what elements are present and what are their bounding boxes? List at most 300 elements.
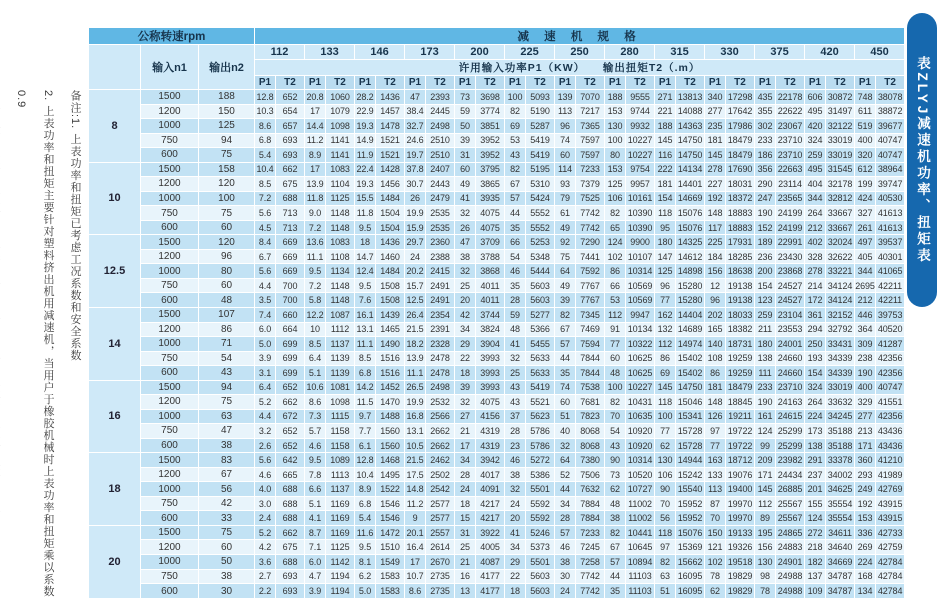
t2-value-cell: 14612 xyxy=(676,249,705,264)
p1-value-cell: 356 xyxy=(755,162,776,177)
t2-value-cell: 2388 xyxy=(426,249,455,264)
p1-value-cell: 108 xyxy=(705,351,726,366)
p1-value-cell: 6.4 xyxy=(305,351,326,366)
t2-value-cell: 1484 xyxy=(376,191,405,206)
p1-value-cell: 77 xyxy=(655,293,676,308)
t2-value-cell: 24199 xyxy=(776,220,805,235)
t2-value-cell: 1583 xyxy=(376,584,405,599)
p1-value-cell: 152 xyxy=(755,220,776,235)
p1-value-cell: 106 xyxy=(605,191,626,206)
t2-value-cell: 1125 xyxy=(326,540,355,555)
p1-value-cell: 38 xyxy=(505,467,526,482)
p1-value-cell: 32 xyxy=(505,351,526,366)
t2-value-cell: 4017 xyxy=(476,467,505,482)
t2-value-cell: 1428 xyxy=(376,162,405,177)
t2-value-cell: 3774 xyxy=(476,104,505,119)
t2-value-cell: 25299 xyxy=(776,424,805,439)
t2-value-cell: 32024 xyxy=(826,235,855,250)
t2-value-cell: 7597 xyxy=(576,148,605,163)
table-row xyxy=(89,351,905,366)
input-speed-cell: 750 xyxy=(141,496,199,511)
p1-value-cell: 8.5 xyxy=(255,177,276,192)
t2-value-cell: 3868 xyxy=(476,264,505,279)
t2-value-cell: 1516 xyxy=(376,351,405,366)
table-row xyxy=(89,307,905,322)
t2-value-cell: 7844 xyxy=(576,366,605,381)
table-row xyxy=(89,395,905,410)
t2-value-cell: 15728 xyxy=(676,424,705,439)
p1-header: P1 xyxy=(305,76,326,90)
p1-value-cell: 3.5 xyxy=(255,293,276,308)
output-speed-cell: 107 xyxy=(199,307,255,322)
ratio-cell: 18 xyxy=(89,453,141,526)
p1-value-cell: 291 xyxy=(805,453,826,468)
t2-value-cell: 1456 xyxy=(376,177,405,192)
p1-value-cell: 161 xyxy=(755,409,776,424)
t2-value-cell: 1490 xyxy=(376,337,405,352)
p1-value-cell: 7.1 xyxy=(305,540,326,555)
t2-value-cell: 18033 xyxy=(726,307,755,322)
table-row xyxy=(89,555,905,570)
t2-value-cell: 7258 xyxy=(576,555,605,570)
p1-value-cell: 361 xyxy=(805,307,826,322)
input-speed-cell: 600 xyxy=(141,220,199,235)
t2-value-cell: 15046 xyxy=(676,395,705,410)
t2-value-cell: 19829 xyxy=(726,569,755,584)
t2-value-cell: 33667 xyxy=(826,220,855,235)
t2-value-cell: 5633 xyxy=(526,351,555,366)
p1-value-cell: 213 xyxy=(855,424,876,439)
p1-value-cell: 364 xyxy=(855,322,876,337)
t2-value-cell: 15076 xyxy=(676,525,705,540)
t2-value-cell: 2614 xyxy=(426,540,455,555)
p1-value-cell: 5.6 xyxy=(255,264,276,279)
t2-value-cell: 3993 xyxy=(476,351,505,366)
t2-value-cell: 1521 xyxy=(376,148,405,163)
p1-value-cell: 78 xyxy=(705,569,726,584)
p1-value-cell: 34 xyxy=(555,496,576,511)
p1-value-cell: 35 xyxy=(505,278,526,293)
p1-value-cell: 495 xyxy=(805,162,826,177)
t2-value-cell: 5623 xyxy=(526,409,555,424)
p1-value-cell: 18 xyxy=(505,584,526,599)
p1-value-cell: 12.5 xyxy=(405,293,426,308)
t2-value-cell: 42211 xyxy=(876,293,905,308)
t2-value-cell: 33019 xyxy=(826,148,855,163)
size-header-375: 375 xyxy=(755,45,805,60)
t2-value-cell: 4075 xyxy=(476,220,505,235)
t2-value-cell: 7233 xyxy=(576,525,605,540)
p1-value-cell: 329 xyxy=(855,395,876,410)
t2-value-cell: 33632 xyxy=(826,395,855,410)
p1-value-cell: 400 xyxy=(855,133,876,148)
p1-value-cell: 5.4 xyxy=(355,511,376,526)
p1-value-cell: 20 xyxy=(505,511,526,526)
p1-value-cell: 34 xyxy=(505,540,526,555)
t2-value-cell: 19722 xyxy=(726,438,755,453)
table-row xyxy=(89,133,905,148)
t2-value-cell: 1457 xyxy=(376,104,405,119)
ratio-cell: 10 xyxy=(89,162,141,235)
p1-value-cell: 64 xyxy=(555,453,576,468)
t2-value-cell: 33019 xyxy=(826,380,855,395)
t2-value-cell: 7233 xyxy=(576,162,605,177)
t2-value-cell: 1083 xyxy=(326,235,355,250)
size-header-200: 200 xyxy=(455,45,505,60)
p1-value-cell: 17.5 xyxy=(405,467,426,482)
p1-header: P1 xyxy=(455,76,476,90)
t2-value-cell: 7632 xyxy=(576,482,605,497)
p1-value-cell: 259 xyxy=(805,148,826,163)
p1-value-cell: 519 xyxy=(855,119,876,134)
p1-value-cell: 31 xyxy=(455,525,476,540)
p1-value-cell: 150 xyxy=(705,525,726,540)
t2-value-cell: 1137 xyxy=(326,482,355,497)
p1-value-cell: 278 xyxy=(805,264,826,279)
p1-value-cell: 16.4 xyxy=(405,540,426,555)
t2-value-cell: 1436 xyxy=(376,90,405,105)
p1-value-cell: 130 xyxy=(605,119,626,134)
p1-value-cell: 43 xyxy=(505,148,526,163)
t2-value-cell: 24660 xyxy=(776,351,805,366)
p1-value-cell: 405 xyxy=(855,249,876,264)
t2-value-cell: 40530 xyxy=(876,191,905,206)
p1-value-cell: 34 xyxy=(455,453,476,468)
output-speed-cell: 42 xyxy=(199,496,255,511)
t2-value-cell: 33221 xyxy=(826,264,855,279)
t2-value-cell: 7884 xyxy=(576,511,605,526)
t2-value-cell: 34339 xyxy=(826,351,855,366)
t2-value-cell: 14750 xyxy=(676,380,705,395)
size-header-173: 173 xyxy=(405,45,455,60)
t2-value-cell: 33378 xyxy=(826,453,855,468)
input-speed-cell: 600 xyxy=(141,293,199,308)
p1-value-cell: 43 xyxy=(605,438,626,453)
input-speed-cell: 1500 xyxy=(141,307,199,322)
p1-value-cell: 9.5 xyxy=(355,540,376,555)
t2-value-cell: 688 xyxy=(276,191,305,206)
p1-value-cell: 60 xyxy=(605,351,626,366)
p1-value-cell: 112 xyxy=(605,307,626,322)
t2-value-cell: 34669 xyxy=(826,555,855,570)
table-row xyxy=(89,90,905,105)
t2-value-cell: 19076 xyxy=(726,467,755,482)
note-item-2: 2. 上表功率和扭矩主要针对塑料挤出机用减速机，当用户于橡胶机械时上表功率和扭矩乘以系数0.9 xyxy=(15,90,54,598)
t2-value-cell: 688 xyxy=(276,482,305,497)
t2-value-cell: 3865 xyxy=(476,177,505,192)
p1-value-cell: 87 xyxy=(705,496,726,511)
p1-value-cell: 188 xyxy=(605,90,626,105)
t2-value-cell: 700 xyxy=(276,278,305,293)
p1-value-cell: 28 xyxy=(505,293,526,308)
t2-value-cell: 43915 xyxy=(876,511,905,526)
output-speed-cell: 67 xyxy=(199,467,255,482)
p1-value-cell: 8.1 xyxy=(355,555,376,570)
p1-value-cell: 8.5 xyxy=(355,351,376,366)
p1-value-cell: 44 xyxy=(605,569,626,584)
p1-value-cell: 218 xyxy=(805,540,826,555)
t2-value-cell: 1194 xyxy=(326,569,355,584)
t2-value-cell: 7742 xyxy=(576,584,605,599)
p1-value-cell: 424 xyxy=(855,191,876,206)
t2-value-cell: 4087 xyxy=(476,555,505,570)
p1-value-cell: 99 xyxy=(755,438,776,453)
p1-value-cell: 22.4 xyxy=(355,162,376,177)
p1-value-cell: 8.9 xyxy=(355,482,376,497)
p1-value-cell: 10.4 xyxy=(355,467,376,482)
p1-value-cell: 96 xyxy=(705,293,726,308)
p1-value-cell: 15.7 xyxy=(405,278,426,293)
p1-value-cell: 73 xyxy=(605,467,626,482)
t2-value-cell: 3904 xyxy=(476,337,505,352)
p1-value-cell: 112 xyxy=(755,496,776,511)
t2-value-cell: 4075 xyxy=(476,206,505,221)
t2-value-cell: 15076 xyxy=(676,206,705,221)
p1-value-cell: 9.5 xyxy=(305,453,326,468)
t2-header: T2 xyxy=(326,76,355,90)
p1-value-cell: 180 xyxy=(755,337,776,352)
t2-value-cell: 15540 xyxy=(676,482,705,497)
p1-value-cell: 3.6 xyxy=(255,555,276,570)
p1-value-cell: 278 xyxy=(705,162,726,177)
p1-value-cell: 201 xyxy=(805,482,826,497)
t2-value-cell: 22178 xyxy=(776,90,805,105)
p1-value-cell: 118 xyxy=(655,525,676,540)
t2-value-cell: 24988 xyxy=(776,584,805,599)
p1-value-cell: 14.9 xyxy=(355,133,376,148)
p1-header: P1 xyxy=(355,76,376,90)
t2-value-cell: 688 xyxy=(276,511,305,526)
t2-value-cell: 1560 xyxy=(376,424,405,439)
table-row xyxy=(89,278,905,293)
t2-value-cell: 1436 xyxy=(376,235,405,250)
p1-value-cell: 109 xyxy=(805,584,826,599)
t2-value-cell: 2478 xyxy=(426,366,455,381)
p1-value-cell: 212 xyxy=(855,293,876,308)
table-row xyxy=(89,569,905,584)
t2-value-cell: 1089 xyxy=(326,453,355,468)
p1-value-cell: 209 xyxy=(755,453,776,468)
p1-value-cell: 23 xyxy=(505,438,526,453)
t2-value-cell: 1098 xyxy=(326,395,355,410)
p1-value-cell: 181 xyxy=(705,380,726,395)
t2-value-cell: 42784 xyxy=(876,569,905,584)
p1-value-cell: 25 xyxy=(505,366,526,381)
t2-value-cell: 3709 xyxy=(476,235,505,250)
p1-value-cell: 7.6 xyxy=(355,293,376,308)
p1-value-cell: 20.2 xyxy=(405,264,426,279)
input-speed-cell: 750 xyxy=(141,278,199,293)
output-speed-cell: 125 xyxy=(199,119,255,134)
input-speed-cell: 1000 xyxy=(141,264,199,279)
t2-value-cell: 7767 xyxy=(576,278,605,293)
p1-value-cell: 7.7 xyxy=(355,424,376,439)
p1-value-cell: 236 xyxy=(755,249,776,264)
p1-value-cell: 28.2 xyxy=(355,90,376,105)
p1-value-cell: 145 xyxy=(655,380,676,395)
p1-value-cell: 93 xyxy=(555,177,576,192)
t2-value-cell: 40747 xyxy=(876,148,905,163)
t2-value-cell: 2502 xyxy=(426,467,455,482)
p1-value-cell: 4.6 xyxy=(305,438,326,453)
p1-header: P1 xyxy=(255,76,276,90)
output-speed-cell: 48 xyxy=(199,293,255,308)
t2-value-cell: 9555 xyxy=(626,90,655,105)
t2-value-cell: 18731 xyxy=(726,337,755,352)
p1-value-cell: 5.2 xyxy=(255,395,276,410)
p1-value-cell: 113 xyxy=(555,104,576,119)
t2-value-cell: 7506 xyxy=(576,467,605,482)
t2-value-cell: 1522 xyxy=(376,482,405,497)
input-speed-cell: 1500 xyxy=(141,380,199,395)
output-speed-cell: 60 xyxy=(199,540,255,555)
t2-header: T2 xyxy=(626,76,655,90)
t2-value-cell: 5419 xyxy=(526,133,555,148)
t2-value-cell: 26885 xyxy=(776,482,805,497)
p1-value-cell: 12.8 xyxy=(355,453,376,468)
p1-value-cell: 259 xyxy=(755,307,776,322)
p1-value-cell: 214 xyxy=(805,278,826,293)
t2-value-cell: 9947 xyxy=(626,307,655,322)
p1-value-cell: 446 xyxy=(855,307,876,322)
t2-value-cell: 1508 xyxy=(376,293,405,308)
output-speed-cell: 120 xyxy=(199,177,255,192)
p1-value-cell: 360 xyxy=(855,453,876,468)
p1-value-cell: 32.7 xyxy=(405,119,426,134)
table-row xyxy=(89,148,905,163)
p1-value-cell: 57 xyxy=(555,525,576,540)
size-header-315: 315 xyxy=(655,45,705,60)
t2-value-cell: 1158 xyxy=(326,438,355,453)
t2-value-cell: 42356 xyxy=(876,366,905,381)
input-speed-cell: 600 xyxy=(141,511,199,526)
p1-value-cell: 11.2 xyxy=(405,496,426,511)
table-row xyxy=(89,482,905,497)
t2-value-cell: 7681 xyxy=(576,395,605,410)
p1-value-cell: 6.6 xyxy=(305,482,326,497)
size-header-420: 420 xyxy=(805,45,855,60)
ratio-cell: 16 xyxy=(89,380,141,453)
p1-value-cell: 606 xyxy=(805,90,826,105)
t2-value-cell: 4177 xyxy=(476,584,505,599)
ratio-cell: 20 xyxy=(89,525,141,598)
t2-value-cell: 18479 xyxy=(726,380,755,395)
p1-value-cell: 5.4 xyxy=(255,148,276,163)
p1-value-cell: 420 xyxy=(805,119,826,134)
t2-value-cell: 675 xyxy=(276,177,305,192)
table-row xyxy=(89,409,905,424)
p1-value-cell: 117 xyxy=(705,220,726,235)
p1-value-cell: 21.5 xyxy=(405,322,426,337)
p1-value-cell: 35 xyxy=(555,366,576,381)
size-header-330: 330 xyxy=(705,45,755,60)
p1-value-cell: 154 xyxy=(655,191,676,206)
t2-value-cell: 1148 xyxy=(326,293,355,308)
t2-value-cell: 18883 xyxy=(726,206,755,221)
table-row xyxy=(89,162,905,177)
p1-value-cell: 91 xyxy=(605,322,626,337)
t2-value-cell: 35554 xyxy=(826,496,855,511)
t2-header: T2 xyxy=(426,76,455,90)
t2-value-cell: 3824 xyxy=(476,322,505,337)
p1-header: P1 xyxy=(655,76,676,90)
p1-value-cell: 7.2 xyxy=(255,191,276,206)
output-speed-cell: 38 xyxy=(199,569,255,584)
t2-value-cell: 39753 xyxy=(876,307,905,322)
output-speed-cell: 47 xyxy=(199,424,255,439)
t2-value-cell: 1125 xyxy=(326,191,355,206)
t2-value-cell: 1546 xyxy=(376,511,405,526)
p1-value-cell: 28 xyxy=(555,511,576,526)
p1-value-cell: 156 xyxy=(755,540,776,555)
p1-value-cell: 112 xyxy=(655,337,676,352)
p1-value-cell: 189 xyxy=(755,235,776,250)
t2-header: T2 xyxy=(776,76,805,90)
t2-value-cell: 15280 xyxy=(676,278,705,293)
p1-value-cell: 24.6 xyxy=(405,133,426,148)
t2-value-cell: 32178 xyxy=(826,177,855,192)
p1-value-cell: 8.5 xyxy=(305,337,326,352)
t2-value-cell: 17690 xyxy=(726,162,755,177)
p1-value-cell: 145 xyxy=(755,482,776,497)
t2-value-cell: 2535 xyxy=(426,220,455,235)
page-title: 表ZLYJ减速机功率、扭矩表 xyxy=(915,55,930,265)
t2-value-cell: 672 xyxy=(276,409,305,424)
p1-value-cell: 62 xyxy=(705,584,726,599)
t2-value-cell: 3922 xyxy=(476,525,505,540)
p1-value-cell: 48 xyxy=(505,322,526,337)
t2-value-cell: 1060 xyxy=(326,90,355,105)
t2-value-cell: 1583 xyxy=(376,569,405,584)
t2-value-cell: 5424 xyxy=(526,191,555,206)
t2-value-cell: 1108 xyxy=(326,249,355,264)
p1-value-cell: 20.1 xyxy=(405,525,426,540)
t2-value-cell: 15402 xyxy=(676,351,705,366)
p1-value-cell: 124 xyxy=(605,235,626,250)
p1-value-cell: 21 xyxy=(455,555,476,570)
p1-value-cell: 138 xyxy=(805,438,826,453)
p1-value-cell: 17 xyxy=(455,438,476,453)
table-row xyxy=(89,380,905,395)
t2-value-cell: 5552 xyxy=(526,220,555,235)
p1-value-cell: 5.7 xyxy=(305,424,326,439)
t2-value-cell: 23982 xyxy=(776,453,805,468)
p1-value-cell: 57 xyxy=(505,191,526,206)
t2-value-cell: 2491 xyxy=(426,293,455,308)
t2-value-cell: 1488 xyxy=(376,409,405,424)
p1-value-cell: 96 xyxy=(555,119,576,134)
ratio-cell: 14 xyxy=(89,307,141,380)
t2-value-cell: 14669 xyxy=(676,191,705,206)
t2-value-cell: 40747 xyxy=(876,380,905,395)
p1-value-cell: 38 xyxy=(605,511,626,526)
t2-value-cell: 1478 xyxy=(376,119,405,134)
p1-value-cell: 53 xyxy=(605,293,626,308)
size-header-225: 225 xyxy=(505,45,555,60)
t2-value-cell: 2510 xyxy=(426,148,455,163)
p1-value-cell: 69 xyxy=(505,119,526,134)
p1-value-cell: 7.2 xyxy=(305,278,326,293)
p1-value-cell: 64 xyxy=(555,264,576,279)
p1-value-cell: 39 xyxy=(555,293,576,308)
p1-value-cell: 29 xyxy=(505,555,526,570)
t2-value-cell: 2462 xyxy=(426,453,455,468)
t2-value-cell: 23710 xyxy=(776,148,805,163)
t2-value-cell: 15369 xyxy=(676,540,705,555)
p1-value-cell: 400 xyxy=(855,380,876,395)
table-row xyxy=(89,584,905,599)
t2-value-cell: 24199 xyxy=(776,206,805,221)
